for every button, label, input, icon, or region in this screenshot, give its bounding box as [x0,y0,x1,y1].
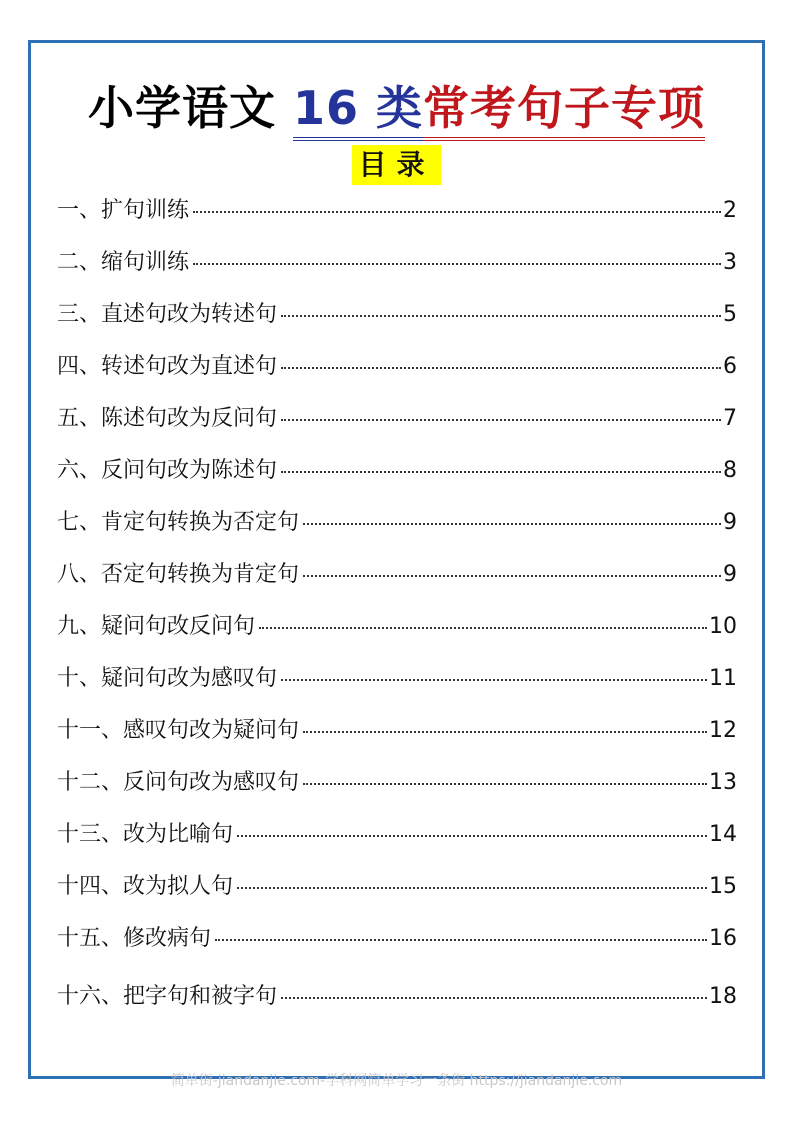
dot-leader [281,679,707,681]
dot-leader [259,627,707,629]
toc-item[interactable] [57,453,737,489]
watermark-footer: 简单街-jiandanjie.com-学科网简单学习一条街 https://jiandanjie.com [170,1073,623,1089]
toc-item-label: 七、肯定句转换为否定句 [57,510,300,535]
dot-leader [303,523,721,525]
dot-leader [303,783,707,785]
dot-leader [281,471,721,473]
toc-item-page: 13 [709,770,737,795]
toc-item-page: 10 [709,614,737,639]
toc-item[interactable] [57,505,737,541]
toc-item-page: 11 [709,666,737,691]
dot-leader [237,887,707,889]
dot-leader [281,367,721,369]
toc-item-label: 九、疑问句改反问句 [57,614,256,639]
toc-item-label: 三、直述句改为转述句 [57,302,278,327]
toc-item-label: 八、否定句转换为肯定句 [57,562,300,587]
toc-item-page: 14 [709,822,737,847]
toc-item[interactable] [57,245,737,281]
title-part-1: 小学语文 [87,81,276,135]
toc-item[interactable] [57,401,737,437]
dot-leader [303,575,721,577]
toc-item-page: 9 [723,562,737,587]
toc-item[interactable] [57,557,737,593]
toc-item[interactable] [57,193,737,229]
toc-item-page: 8 [723,458,737,483]
toc-item[interactable] [57,765,737,801]
toc-item-label: 十、疑问句改为感叹句 [57,666,278,691]
toc-item[interactable] [57,713,737,749]
toc-item-label: 二、缩句训练 [57,250,190,275]
dot-leader [193,211,721,213]
toc-item-label: 六、反问句改为陈述句 [57,458,278,483]
toc-heading-label: 目录 [352,145,440,185]
toc-item-page: 2 [723,198,737,223]
dot-leader [281,315,721,317]
toc-item-label: 十二、反问句改为感叹句 [57,770,300,795]
toc-heading [0,145,793,185]
title-part-3: 常考句子专项 [423,81,705,141]
dot-leader [281,997,707,999]
toc-item-page: 9 [723,510,737,535]
toc-item-label: 十五、修改病句 [57,926,212,951]
toc-item-label: 四、转述句改为直述句 [57,354,278,379]
toc-item-page: 15 [709,874,737,899]
toc-item-label: 十四、改为拟人句 [57,874,234,899]
toc-item[interactable] [57,921,737,957]
dot-leader [281,419,721,421]
toc-item[interactable] [57,609,737,645]
toc-item-label: 五、陈述句改为反问句 [57,406,278,431]
dot-leader [193,263,721,265]
toc-item-page: 16 [709,926,737,951]
dot-leader [215,939,707,941]
dot-leader [237,835,707,837]
toc-item[interactable] [57,979,737,1015]
toc-item-label: 一、扩句训练 [57,198,190,223]
toc-item[interactable] [57,869,737,905]
page-title [0,72,793,138]
toc-item[interactable] [57,349,737,385]
toc-item-page: 12 [709,718,737,743]
toc-item-label: 十一、感叹句改为疑问句 [57,718,300,743]
toc-item-label: 十三、改为比喻句 [57,822,234,847]
dot-leader [303,731,707,733]
toc-item-page: 18 [709,984,737,1009]
toc-item-label: 十六、把字句和被字句 [57,984,278,1009]
toc-item[interactable] [57,817,737,853]
toc-item[interactable] [57,661,737,697]
toc-item-page: 6 [723,354,737,379]
toc-item-page: 3 [723,250,737,275]
toc-item-page: 5 [723,302,737,327]
title-part-2: 16 类 [293,81,423,141]
toc-item-page: 7 [723,406,737,431]
toc-item[interactable] [57,297,737,333]
